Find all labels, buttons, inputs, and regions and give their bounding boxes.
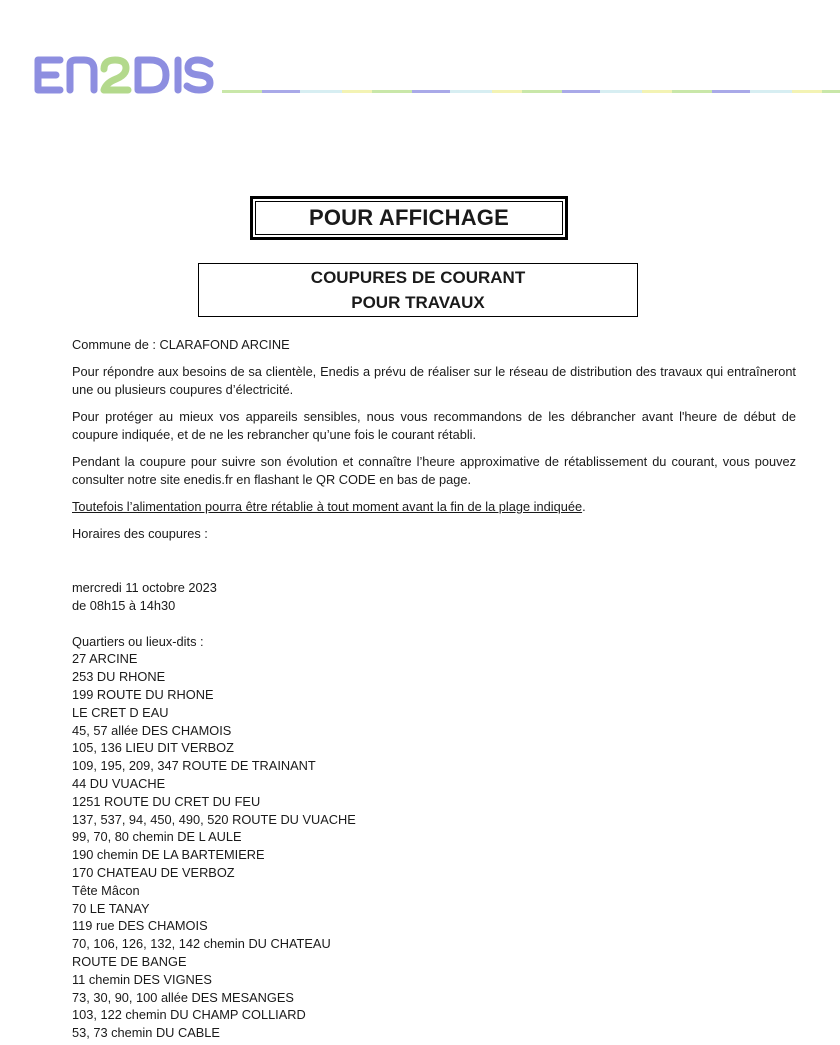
- location-item: 109, 195, 209, 347 ROUTE DE TRAINANT: [72, 758, 316, 774]
- location-item: 73, 30, 90, 100 allée DES MESANGES: [72, 989, 294, 1005]
- outage-title-line2: POUR TRAVAUX: [351, 293, 485, 312]
- location-item: LE CRET D EAU: [72, 704, 169, 720]
- locations-block: [72, 633, 796, 1042]
- location-item: 27 ARCINE: [72, 651, 138, 667]
- location-item: 11 chemin DES VIGNES: [72, 971, 212, 987]
- location-item: 99, 70, 80 chemin DE L AULE: [72, 829, 242, 845]
- location-item: 70, 106, 126, 132, 142 chemin DU CHATEAU: [72, 936, 331, 952]
- location-item: 45, 57 allée DES CHAMOIS: [72, 722, 232, 738]
- location-item: 103, 122 chemin DU CHAMP COLLIARD: [72, 1007, 306, 1023]
- location-item: 70 LE TANAY: [72, 900, 150, 916]
- location-item: Tête Mâcon: [72, 882, 140, 898]
- commune-line: Commune de : CLARAFOND ARCINE: [72, 337, 290, 352]
- locations-label: Quartiers ou lieux-dits :: [72, 633, 204, 649]
- warning-period: .: [582, 499, 586, 514]
- location-item: 53, 73 chemin DU CABLE: [72, 1025, 220, 1041]
- enedis-logo: [32, 55, 216, 95]
- paragraph-follow-up: Pendant la coupure pour suivre son évolution et connaître l’heure approximative de rétablissement du courant, vous pouvez consulter notre site enedis.fr en flashant le QR CODE en bas de page.: [72, 454, 796, 487]
- notice-body: [72, 336, 796, 1042]
- warning-line: [72, 498, 796, 516]
- enedis-logo-graphic: [32, 55, 216, 95]
- location-item: 119 rue DES CHAMOIS: [72, 918, 208, 934]
- location-item: 199 ROUTE DU RHONE: [72, 686, 214, 702]
- notice-title: POUR AFFICHAGE: [255, 201, 563, 235]
- outage-title-box: [198, 263, 638, 317]
- paragraph-protection: Pour protéger au mieux vos appareils sensibles, nous vous recommandons de les débrancher avant l'heure de début de coupure indiquée, et de ne les rebrancher qu’une fois le courant rétabli.: [72, 409, 796, 442]
- location-item: 190 chemin DE LA BARTEMIERE: [72, 847, 265, 863]
- location-item: 170 CHATEAU DE VERBOZ: [72, 864, 235, 880]
- schedule-label: Horaires des coupures :: [72, 526, 208, 541]
- location-item: 137, 537, 94, 450, 490, 520 ROUTE DU VUACHE: [72, 811, 356, 827]
- paragraph-intro: Pour répondre aux besoins de sa clientèle, Enedis a prévu de réaliser sur le réseau de distribution des travaux qui entraîneront une ou plusieurs coupures d’électricité.: [72, 364, 796, 397]
- location-item: 1251 ROUTE DU CRET DU FEU: [72, 793, 261, 809]
- outage-title-line1: COUPURES DE COURANT: [310, 268, 526, 287]
- location-item: 253 DU RHONE: [72, 669, 166, 685]
- outage-date: mercredi 11 octobre 2023: [72, 580, 217, 595]
- display-notice-box: [250, 196, 568, 240]
- schedule-block: [72, 579, 796, 615]
- warning-text: Toutefois l’alimentation pourra être rétablie à tout moment avant la fin de la plage indiquée: [72, 499, 583, 514]
- location-item: 44 DU VUACHE: [72, 775, 166, 791]
- location-item: ROUTE DE BANGE: [72, 953, 187, 969]
- location-item: 105, 136 LIEU DIT VERBOZ: [72, 740, 234, 756]
- header-divider: [222, 90, 840, 93]
- outage-time-range: de 08h15 à 14h30: [72, 597, 176, 613]
